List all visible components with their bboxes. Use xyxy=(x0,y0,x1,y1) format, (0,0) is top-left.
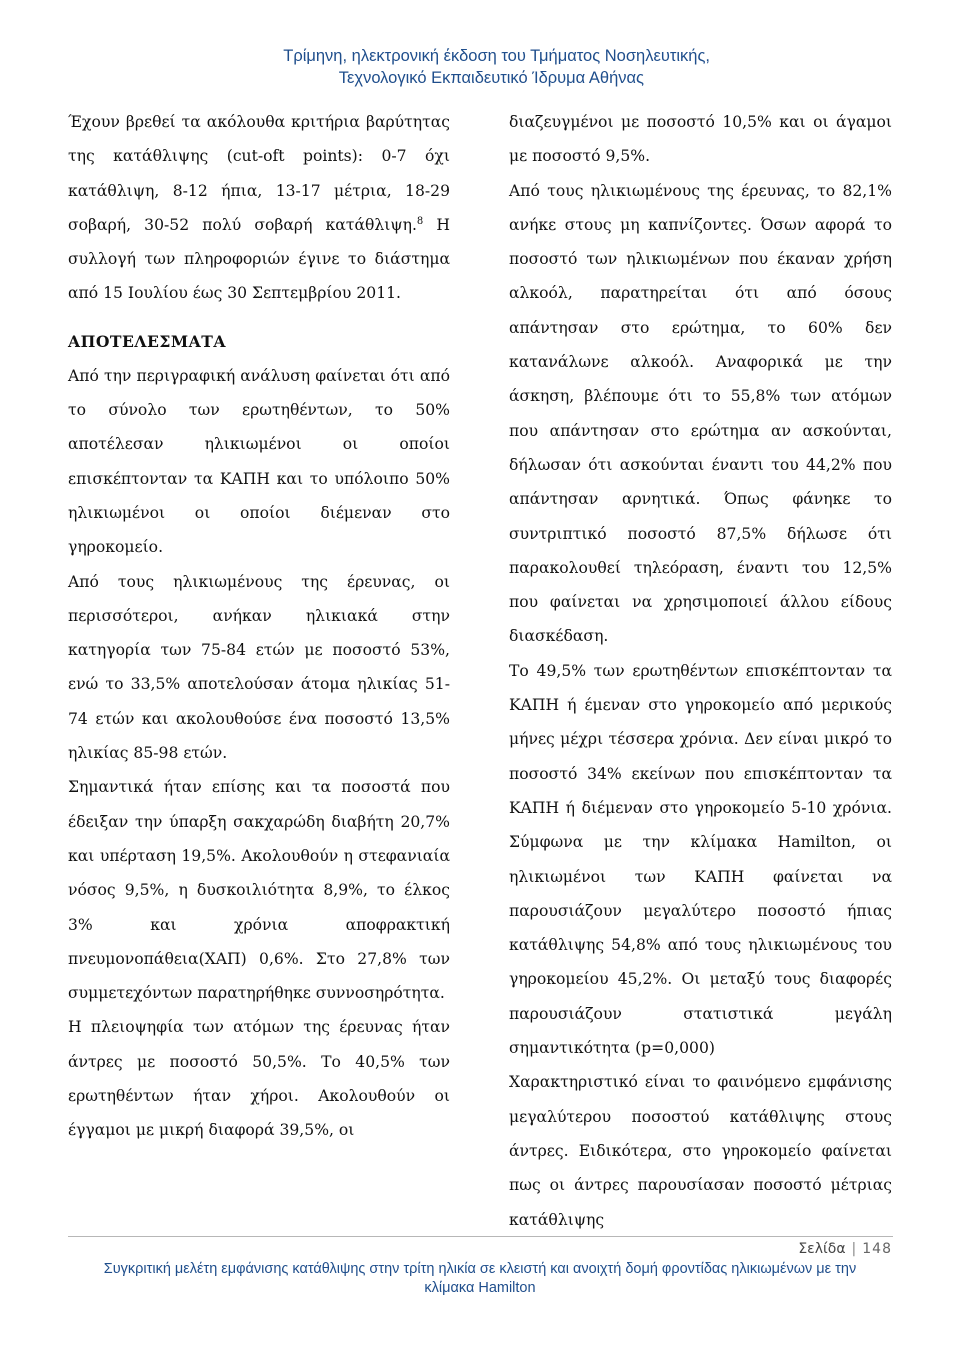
paragraph-gender: Η πλειοψηφία των ατόμων της έρευνας ήταν άντρες με ποσοστό 50,5%. Το 40,5% των ερωτηθέντων ήταν χήροι. Ακολουθούν οι έγγαμοι με μικρή διαφορά 39,5%, οι xyxy=(68,1018,450,1140)
page-number: Σελίδα | 148 xyxy=(798,1241,892,1257)
paragraph-age: Από τους ηλικιωμένους της έρευνας, οι περισσότεροι, ανήκαν ηλικιακά στην κατηγορία των 75-84 ετών με ποσοστό 53%, ενώ το 33,5% αποτελούσαν άτομα ηλικίας 51-74 ετών και ακολουθούσε ένα ποσοστό 13,5% ηλικίας 85-98 ετών. xyxy=(68,572,450,763)
paragraph-habits: Από τους ηλικιωμένους της έρευνας, το 82,1% ανήκε στους μη καπνίζοντες. Όσων αφορά το ποσοστό των ηλικιωμένων που έκαναν χρήση αλκοόλ, παρατηρείται ότι από όσους απάντησαν στο ερώτημα, το 60% δεν κατανάλωνε αλκοόλ. Αναφορικά με την άσκηση, βλέπουμε ότι το 55,8% των ατόμων που απάντησαν στο ερώτημα αν ασκούνται, δήλωσαν ότι ασκούνται έναντι του 44,2% που απάντησαν αρνητικά. Όπως φάνηκε το συντριπτικό ποσοστό 87,5% δήλωσε ότι παρακολουθεί τηλεόραση, έναντι του 12,5% που φαίνεται να χρησιμοποιεί άλλου είδους διασκέδαση. xyxy=(509,181,892,646)
paragraph-sample: Από την περιγραφική ανάλυση φαίνεται ότι από το σύνολο των ερωτηθέντων, το 50% αποτέλεσαν ηλικιωμένοι οι οποίοι επισκέπτονταν τα ΚΑΠΗ και το υπόλοιπο 50% ηλικιωμένοι οι οποίοι διέμεναν στο γηροκομείο. xyxy=(68,366,450,557)
paragraph-criteria: Έχουν βρεθεί τα ακόλουθα κριτήρια βαρύτητας της κατάθλιψης (cut-oft points): 0-7 όχι κατάθλιψη, 8-12 ήπια, 13-17 μέτρια, 18-29 σοβαρή, 30-52 πολύ σοβαρή κατάθλιψη.$^8$ Η συλλογή των πληροφοριών έγινε το διάστημα από 15 Ιουλίου έως 30 Σεπτεμβρίου 2011. xyxy=(68,113,450,303)
running-footer xyxy=(0,1260,960,1298)
header-line-2: Τεχνολογικό Εκπαιδευτικό Ίδρυμα Αθήνας xyxy=(338,69,644,87)
section-heading-results: ΑΠΟΤΕΛΕΣΜΑΤΑ xyxy=(68,331,226,351)
left-column xyxy=(68,105,450,1148)
paragraph-marital: διαζευγμένοι με ποσοστό 10,5% και οι άγαμοι με ποσοστό 9,5%. xyxy=(509,113,892,166)
header-line-1: Τρίμηνη, ηλεκτρονική έκδοση του Τμήματος Νοσηλευτικής, xyxy=(283,47,710,65)
paragraph-hamilton: Το 49,5% των ερωτηθέντων επισκέπτονταν τα ΚΑΠΗ ή έμεναν στο γηροκομείο από μερικούς μήνες μέχρι τέσσερα χρόνια. Δεν είναι μικρό το ποσοστό 34% εκείνων που επισκέπτονταν τα ΚΑΠΗ ή διέμεναν στο γηροκομείο 5-10 χρόνια. Σύμφωνα με την κλίμακα Hamilton, οι ηλικιωμένοι των ΚΑΠΗ φαίνεται να παρουσιάζουν μεγαλύτερο ποσοστό ήπιας κατάθλιψης 54,8% από τους ηλικιωμένους του γηροκομείου 45,2%. Οι μεταξύ τους διαφορές παρουσιάζουν στατιστικά μεγάλη σημαντικότητα (p=0,000) xyxy=(509,661,892,1058)
footer-divider xyxy=(68,1236,893,1237)
paragraph-men: Χαρακτηριστικό είναι το φαινόμενο εμφάνισης μεγαλύτερου ποσοστού κατάθλιψης στους άντρες. Ειδικότερα, στο γηροκομείο φαίνεται πως οι άντρες παρουσίασαν ποσοστό μέτριας κατάθλιψης xyxy=(509,1073,892,1229)
footnote-ref: 8 xyxy=(416,215,424,227)
footer-title-line-1: Συγκριτική μελέτη εμφάνισης κατάθλιψης στην τρίτη ηλικία σε κλειστή και ανοιχτή δομή φροντίδας ηλικιωμένων με την xyxy=(103,1261,857,1277)
right-column xyxy=(509,105,892,1237)
paragraph-comorbidity: Σημαντικά ήταν επίσης και τα ποσοστά που έδειξαν την ύπαρξη σακχαρώδη διαβήτη 20,7% και υπέρταση 19,5%. Ακολουθούν η στεφανιαία νόσος 9,5%, η δυσκοιλιότητα 8,9%, το έλκος 3% και χρόνια αποφρακτική πνευμονοπάθεια(ΧΑΠ) 0,6%. Στο 27,8% των συμμετεχόντων παρατηρήθηκε συννοσηρότητα. xyxy=(68,778,450,1003)
footer-title-line-2: κλίμακα Hamilton xyxy=(424,1280,536,1296)
